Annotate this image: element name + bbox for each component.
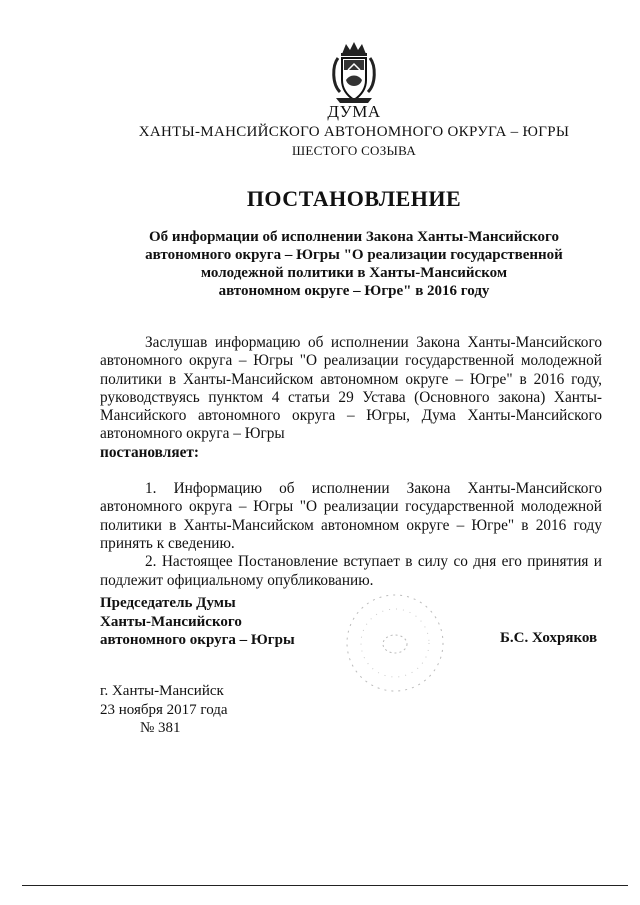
footer-place: г. Ханты-Мансийск (100, 683, 224, 699)
resolution-item-2: 2. Настоящее Постановление вступает в силу со дня его принятия и подлежит официальному опубликованию. (100, 553, 602, 589)
signatory-title-line: Председатель Думы (100, 595, 236, 611)
signatory-name: Б.С. Хохряков (500, 630, 598, 646)
resolution-item-1: 1. Информацию об исполнении Закона Ханты-Мансийского автономного округа – Югры "О реализации государственной молодежной политики в Ханты-Мансийском автономном округе – Югре" в 2016 году принять к сведению. (100, 480, 602, 552)
footer-date: 23 ноября 2017 года (100, 701, 228, 718)
signatory-title (100, 594, 295, 650)
subject-line: автономного округа – Югры "О реализации государственной (145, 247, 563, 263)
subject-line: автономном округе – Югре" в 2016 году (218, 283, 490, 299)
document-footer (100, 682, 228, 738)
header-duma: ДУМА (327, 102, 381, 121)
subject-line: Об информации об исполнении Закона Ханты-Мансийского (149, 229, 559, 245)
document-body (100, 334, 602, 590)
signatory-title-line: автономного округа – Югры (100, 632, 295, 648)
header-convocation: ШЕСТОГО СОЗЫВА (291, 143, 417, 158)
document-subject (140, 228, 568, 300)
subject-line: молодежной политики в Ханты-Мансийском (200, 265, 508, 281)
signatory-title-line: Ханты-Мансийского (100, 613, 242, 630)
stamp-icon (340, 588, 450, 698)
document-header (0, 102, 640, 160)
coat-of-arms-icon (328, 40, 380, 104)
resolves-word: постановляет: (100, 443, 199, 461)
document-type-title: ПОСТАНОВЛЕНИЕ (246, 186, 462, 211)
footer-number: № 381 (140, 720, 181, 736)
bottom-divider (22, 885, 628, 886)
preamble-paragraph: Заслушав информацию об исполнении Закона Ханты-Мансийского автономного округа – Югры "О реализации государственной молодежной политики в Ханты-Мансийском автономном округе – Югре" в 2016 году, руководствуясь пунктом 4 статьи 29 Устава (Основного закона) Ханты-Мансийского автономного округа – Югры, Дума Ханты-Мансийского автономного округа – Югры (100, 334, 602, 443)
header-region: ХАНТЫ-МАНСИЙСКОГО АВТОНОМНОГО ОКРУГА – ЮГРЫ (138, 124, 570, 140)
